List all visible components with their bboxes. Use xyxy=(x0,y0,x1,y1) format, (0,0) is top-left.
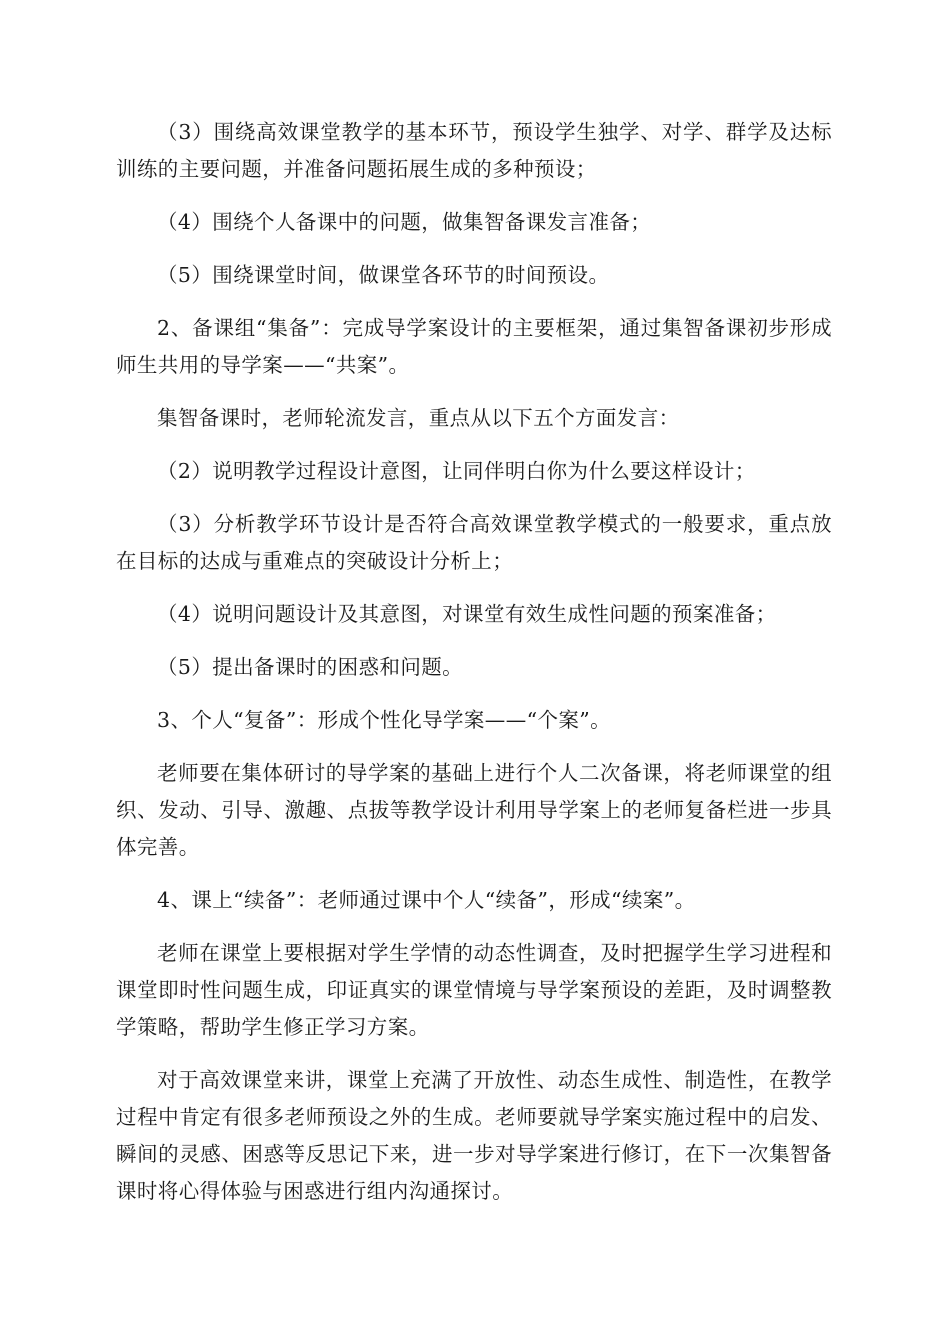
document-body xyxy=(116,114,832,1226)
paragraph-group-prep-intro: 集智备课时，老师轮流发言，重点从以下五个方面发言： xyxy=(157,406,680,430)
paragraph-section-4-continued-prep: 4、课上“续备”：老师通过课中个人“续备”，形成“续案”。 xyxy=(157,888,696,912)
paragraph-5-time-preset: （5）围绕课堂时间，做课堂各环节的时间预设。 xyxy=(157,263,610,287)
paragraph-3-preset-problems: （3）围绕高效课堂教学的基本环节，预设学生独学、对学、群学及达标训练的主要问题，并准备问题拓展生成的多种预设； xyxy=(116,120,832,181)
paragraph-section-3-personal-prep: 3、个人“复备”：形成个性化导学案——“个案”。 xyxy=(157,708,612,732)
paragraph-continued-prep-detail: 老师在课堂上要根据对学生学情的动态性调查，及时把握学生学习进程和课堂即时性问题生成，印证真实的课堂情境与导学案预设的差距，及时调整教学策略，帮助学生修正学习方案。 xyxy=(116,941,832,1039)
paragraph-4-speech-prep: （4）围绕个人备课中的问题，做集智备课发言准备； xyxy=(157,210,652,234)
paragraph-3-analysis: （3）分析教学环节设计是否符合高效课堂教学模式的一般要求，重点放在目标的达成与重难点的突破设计分析上； xyxy=(116,512,832,573)
paragraph-5-doubts: （5）提出备课时的困惑和问题。 xyxy=(157,655,464,679)
paragraph-2-design-intent: （2）说明教学过程设计意图，让同伴明白你为什么要这样设计； xyxy=(157,459,756,483)
paragraph-efficient-class-reflection: 对于高效课堂来讲，课堂上充满了开放性、动态生成性、制造性，在教学过程中肯定有很多老师预设之外的生成。老师要就导学案实施过程中的启发、瞬间的灵感、困惑等反思记下来，进一步对导学案进行修订，在下一次集智备课时将心得体验与困惑进行组内沟通探讨。 xyxy=(116,1068,832,1203)
paragraph-4-question-design: （4）说明问题设计及其意图，对课堂有效生成性问题的预案准备； xyxy=(157,602,777,626)
paragraph-personal-prep-detail: 老师要在集体研讨的导学案的基础上进行个人二次备课，将老师课堂的组织、发动、引导、激趣、点拔等教学设计利用导学案上的老师复备栏进一步具体完善。 xyxy=(116,761,832,859)
paragraph-section-2-group-prep: 2、备课组“集备”：完成导学案设计的主要框架，通过集智备课初步形成师生共用的导学案——“共案”。 xyxy=(116,316,832,377)
